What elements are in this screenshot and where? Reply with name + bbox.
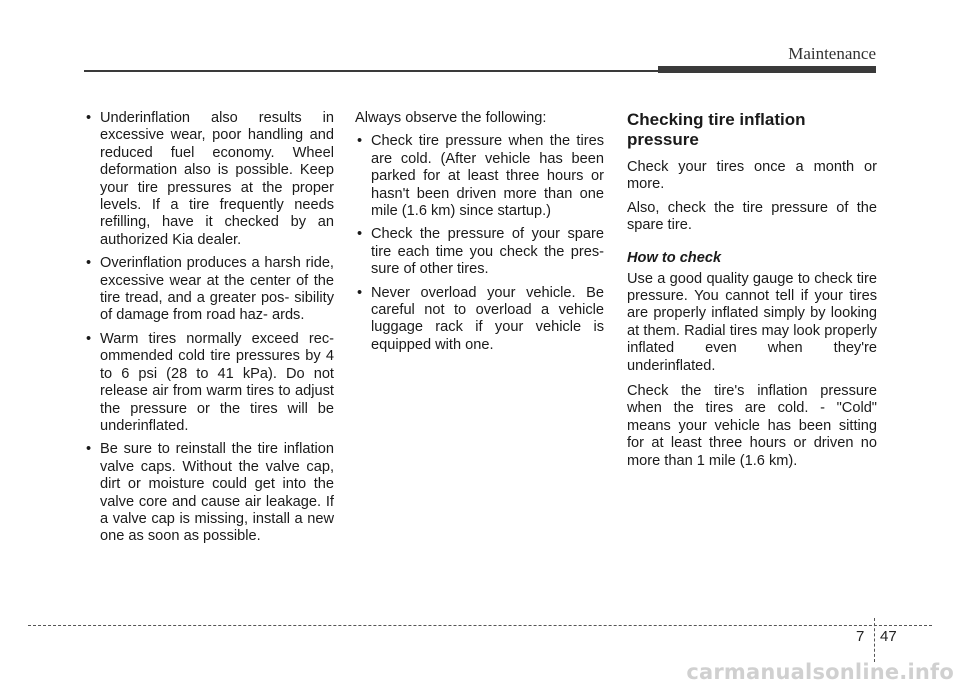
list-item: • Warm tires normally exceed rec- ommended cold tire pressures by 4 to 6 psi (28 to 41 kPa). Do not release air from warm tires to adjust the pressure or the tires will be underinflated. bbox=[84, 331, 334, 435]
bullet-list-middle bbox=[355, 133, 604, 354]
footer-rule bbox=[28, 625, 932, 626]
list-item: • Be sure to reinstall the tire inflation valve caps. Without the valve cap, dirt or moisture could get into the valve core and cause air leakage. If a valve cap is missing, install a new one as soon as possible. bbox=[84, 441, 334, 545]
subheading: How to check bbox=[627, 249, 722, 266]
list-item: • Never overload your vehicle. Be careful not to overload a vehicle luggage rack if your vehicle is equipped with one. bbox=[355, 285, 604, 355]
column-left bbox=[84, 110, 334, 552]
paragraph: Also, check the tire pressure of the spare tire. bbox=[627, 199, 877, 234]
page-number: 47 bbox=[880, 628, 897, 645]
paragraph: Use a good quality gauge to check tire pressure. You cannot tell if your tires are properly inflated simply by looking at them. Radial tires may look properly inflated even when they're underinflated. bbox=[627, 270, 877, 374]
lead-paragraph: Always observe the following: bbox=[355, 110, 547, 126]
bullet-list-left bbox=[84, 110, 334, 546]
paragraph: Check your tires once a month or more. bbox=[627, 159, 877, 193]
page-number-divider bbox=[874, 618, 875, 662]
list-item: • Overinflation produces a harsh ride, excessive wear at the center of the tire tread, and a greater pos- sibility of damage from road haz- ards. bbox=[84, 255, 334, 325]
column-right bbox=[627, 110, 877, 476]
paragraph: Check the tire's inflation pressure when the tires are cold. - "Cold" means your vehicle has been sitting for at least three hours or driven no more than 1 mile (1.6 km). bbox=[627, 383, 877, 469]
list-item: • Check tire pressure when the tires are cold. (After vehicle has been parked for at least three hours or hasn't been driven more than one mile (1.6 km) since startup.) bbox=[355, 133, 604, 220]
list-item: • Check the pressure of your spare tire each time you check the pres- sure of other tires. bbox=[355, 226, 604, 278]
list-item: • Underinflation also results in excessive wear, poor handling and reduced fuel economy. Wheel deformation also is possible. Keep your tire pressures at the proper levels. If a tire frequently needs refilling, have it checked by an authorized Kia dealer. bbox=[84, 110, 334, 249]
watermark: carmanualsonline.info bbox=[686, 660, 954, 684]
column-middle bbox=[355, 110, 604, 360]
header-rule-accent bbox=[658, 66, 876, 73]
header-rule bbox=[84, 70, 658, 72]
chapter-number: 7 bbox=[856, 628, 865, 645]
section-title: Maintenance bbox=[788, 44, 876, 63]
section-heading: Checking tire inflation pressure bbox=[627, 110, 806, 149]
